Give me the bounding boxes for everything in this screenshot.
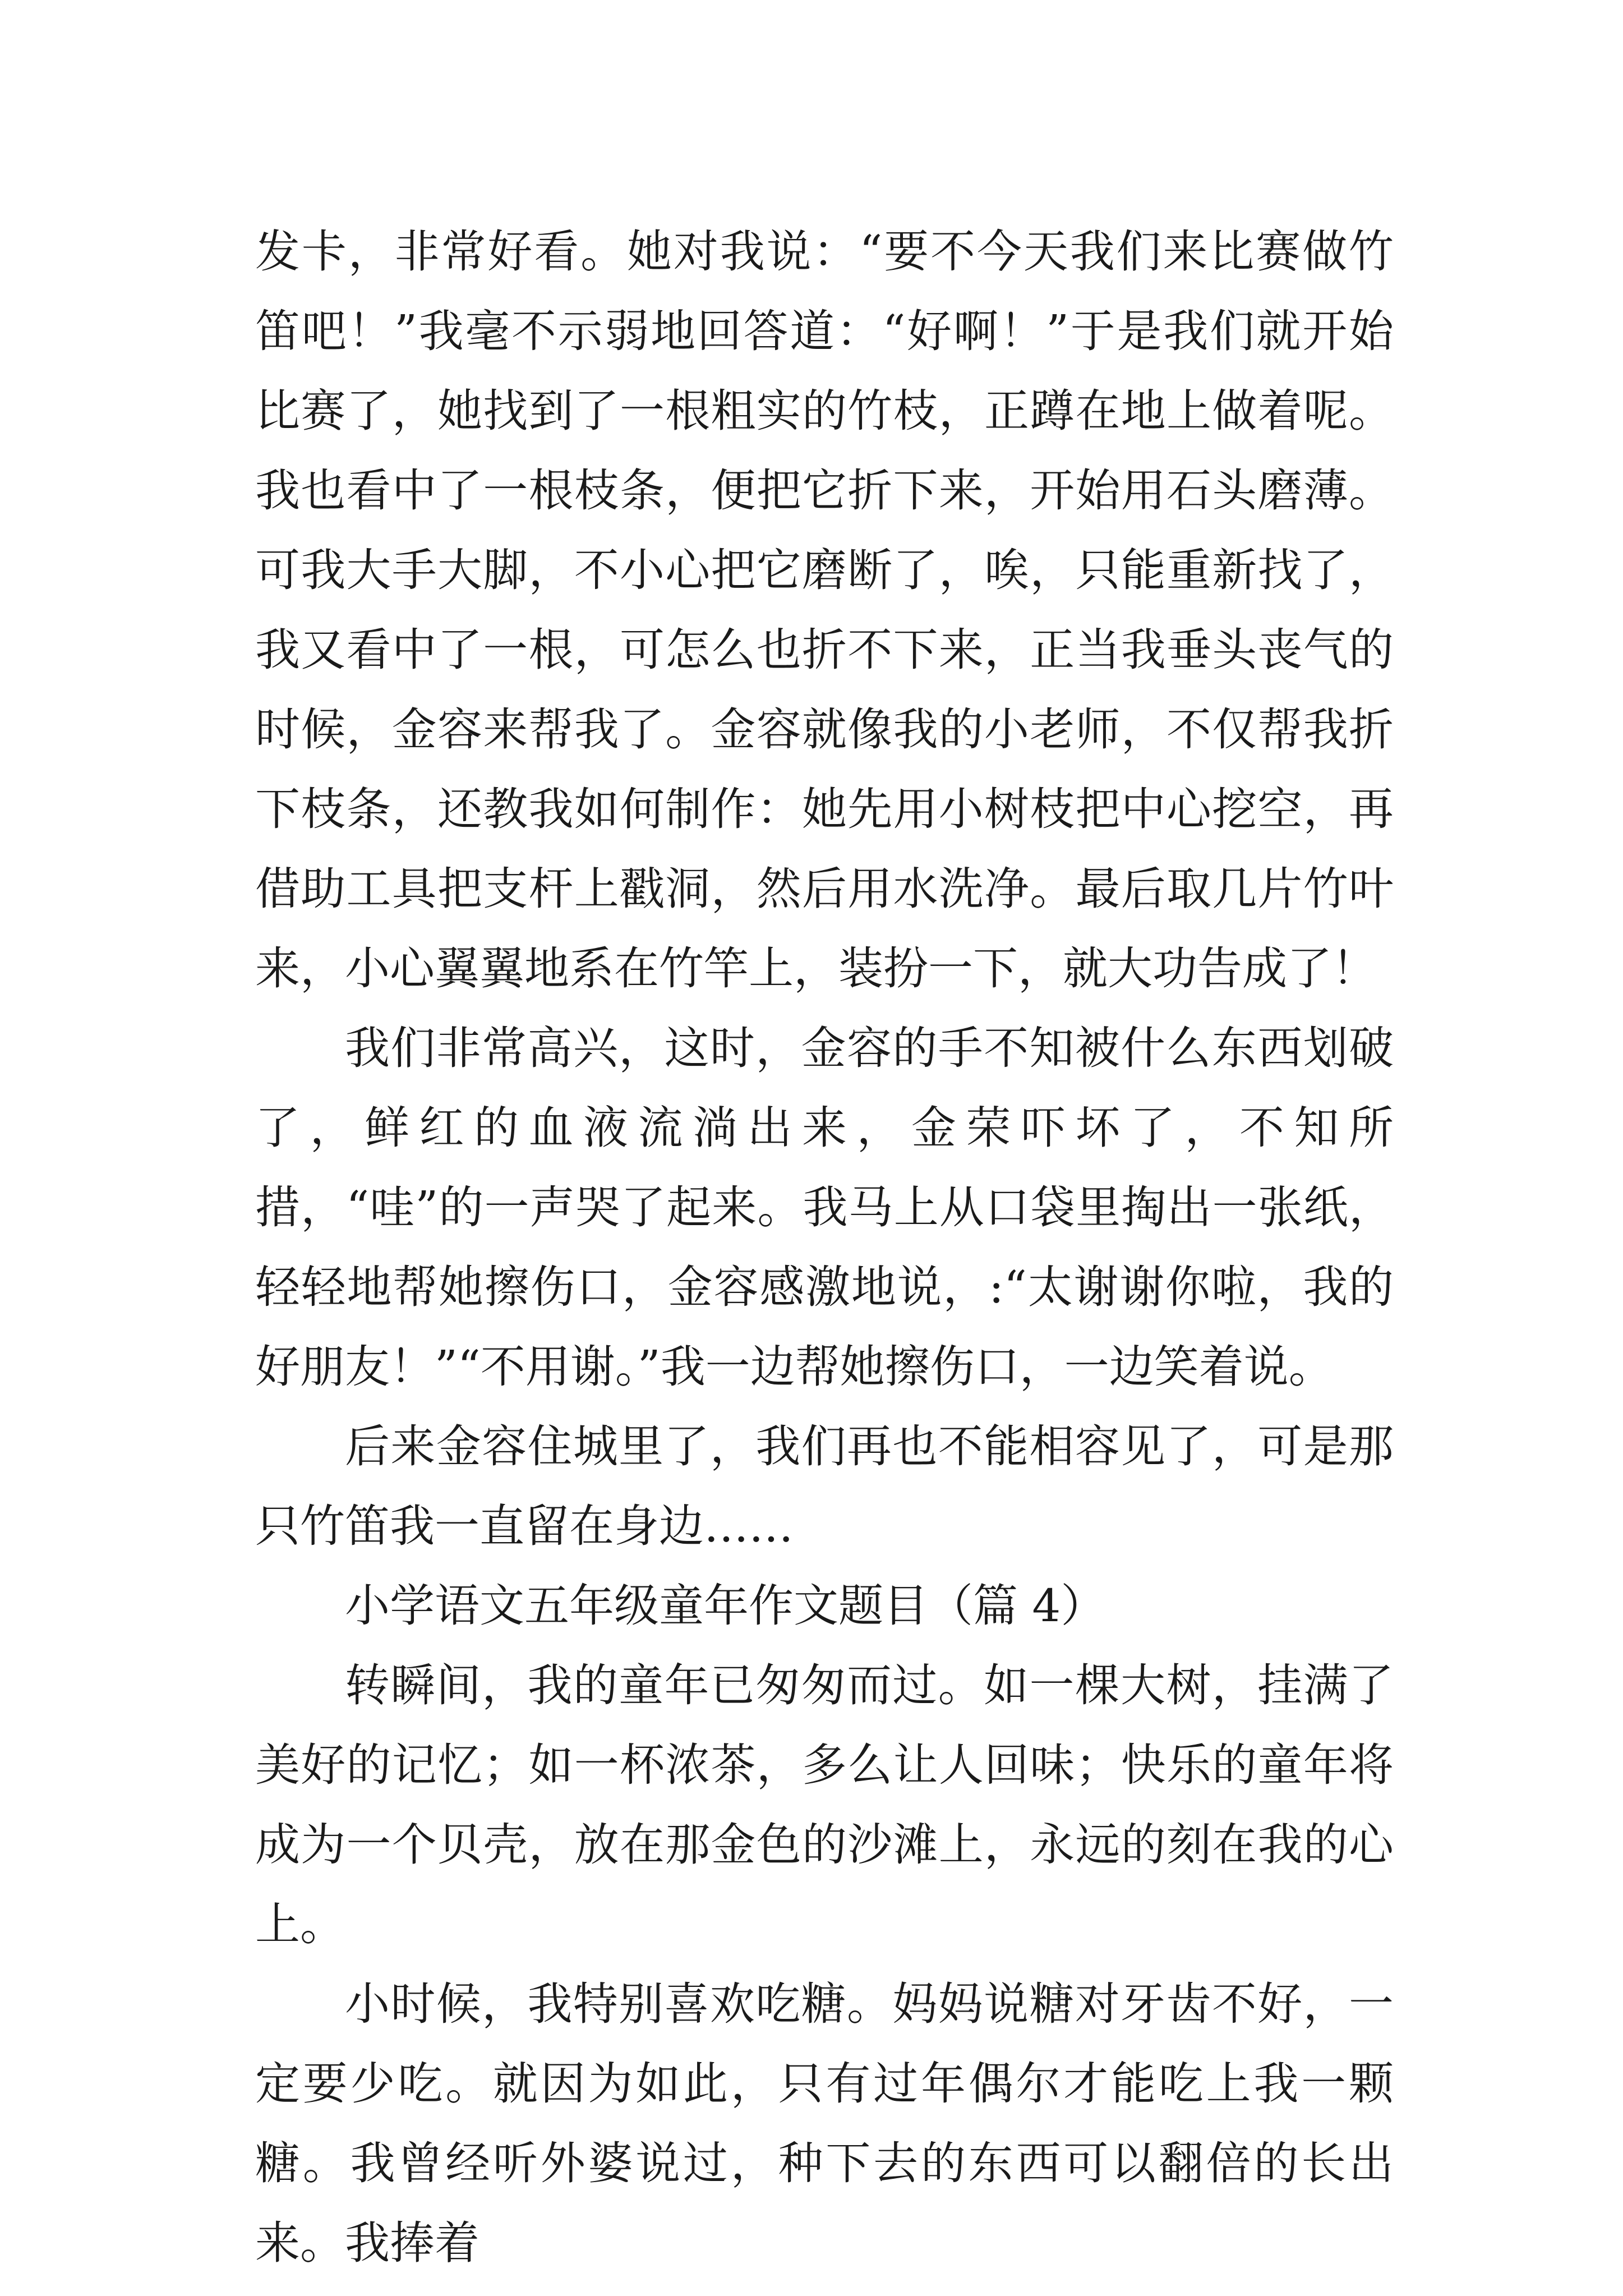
paragraph-continued: 发卡，非常好看。她对我说：“要不今天我们来比赛做竹笛吧！”我毫不示弱地回答道：“好啊！”于是我们就开始比赛了，她找到了一根粗实的竹枝，正蹲在地上做着呢。我也看中了一根枝条，便把它折下来，开始用石头磨薄。可我大手大脚，不小心把它磨断了，唉，只能重新找了，我又看中了一根，可怎么也折不下来，正当我垂头丧气的时候，金容来帮我了。金容就像我的小老师，不仅帮我折下枝条，还教我如何制作：她先用小树枝把中心挖空，再借助工具把支杆上戳洞，然后用水洗净。最后取几片竹叶来，小心翼翼地系在竹竿上，装扮一下，就大功告成了！ [255, 226, 1394, 995]
paragraph: 后来金容住城里了，我们再也不能相容见了，可是那只竹笛我一直留在身边…… [255, 1420, 1394, 1552]
article-body [255, 212, 1394, 2283]
paragraph: 我们非常高兴，这时，金容的手不知被什么东西划破了，鲜红的血液流淌出来，金荣吓坏了，不知所措，“哇”的一声哭了起来。我马上从口袋里掏出一张纸，轻轻地帮她擦伤口，金容感激地说，:“太谢谢你啦，我的好朋友！”“不用谢。”我一边帮她擦伤口，一边笑着说。 [255, 1022, 1394, 1393]
paragraph: 转瞬间，我的童年已匆匆而过。如一棵大树，挂满了美好的记忆；如一杯浓茶，多么让人回味；快乐的童年将成为一个贝壳，放在那金色的沙滩上，永远的刻在我的心上。 [255, 1659, 1394, 1950]
section-heading: 小学语文五年级童年作文题目（篇 4） [345, 1580, 1106, 1632]
paragraph: 小时候，我特别喜欢吃糖。妈妈说糖对牙齿不好，一定要少吃。就因为如此，只有过年偶尔才能吃上我一颗糖。我曾经听外婆说过，种下去的东西可以翻倍的长出来。我捧着 [255, 1978, 1394, 2269]
